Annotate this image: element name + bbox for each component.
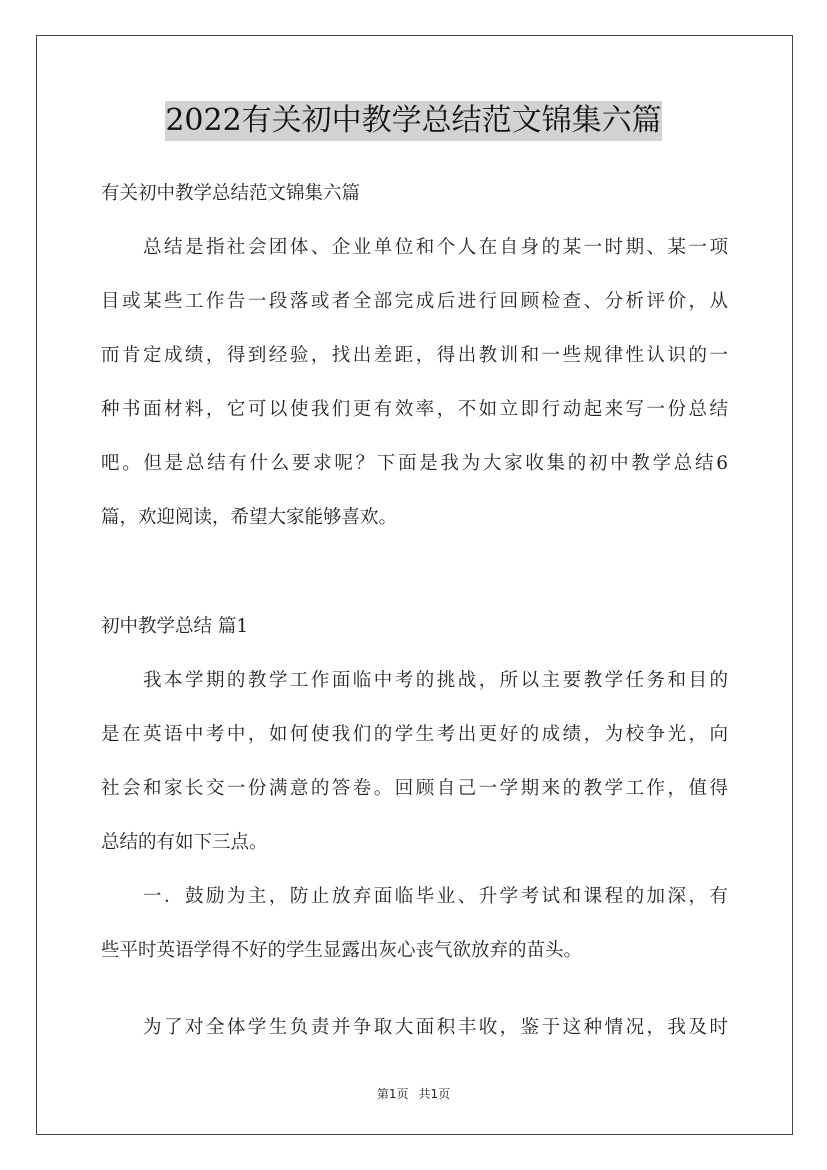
page-footer xyxy=(0,1085,827,1102)
document-subtitle: 有关初中教学总结范文锦集六篇 xyxy=(101,183,361,204)
intro-line: 吧。但是总结有什么要求呢？下面是我为大家收集的初中教学总结6 xyxy=(101,453,728,474)
section-heading: 初中教学总结 篇1 xyxy=(101,616,249,637)
paragraph-line: 为了对全体学生负责并争取大面积丰收，鉴于这种情况，我及时 xyxy=(143,1017,728,1038)
document-title: 2022有关初中教学总结范文锦集六篇 xyxy=(165,101,662,141)
paragraph-line: 一．鼓励为主，防止放弃面临毕业、升学考试和课程的加深，有 xyxy=(143,886,728,907)
intro-line: 总结是指社会团体、企业单位和个人在自身的某一时期、某一项 xyxy=(143,237,728,258)
intro-line: 而肯定成绩，得到经验，找出差距，得出教训和一些规律性认识的一 xyxy=(101,345,728,366)
paragraph-line: 社会和家长交一份满意的答卷。回顾自己一学期来的教学工作，值得 xyxy=(101,778,728,799)
page-number: 第1页 xyxy=(376,1087,409,1101)
paragraph-line: 是在英语中考中，如何使我们的学生考出更好的成绩，为校争光，向 xyxy=(101,724,728,745)
intro-line: 篇，欢迎阅读，希望大家能够喜欢。 xyxy=(101,507,398,528)
page-total: 共1页 xyxy=(418,1087,451,1101)
paragraph-line: 些平时英语学得不好的学生显露出灰心丧气欲放弃的苗头。 xyxy=(101,940,583,961)
intro-line: 目或某些工作告一段落或者全部完成后进行回顾检查、分析评价，从 xyxy=(101,291,728,312)
paragraph-line: 总结的有如下三点。 xyxy=(101,832,268,853)
paragraph-line: 我本学期的教学工作面临中考的挑战，所以主要教学任务和目的 xyxy=(143,670,728,691)
intro-line: 种书面材料，它可以使我们更有效率，不如立即行动起来写一份总结 xyxy=(101,399,728,420)
